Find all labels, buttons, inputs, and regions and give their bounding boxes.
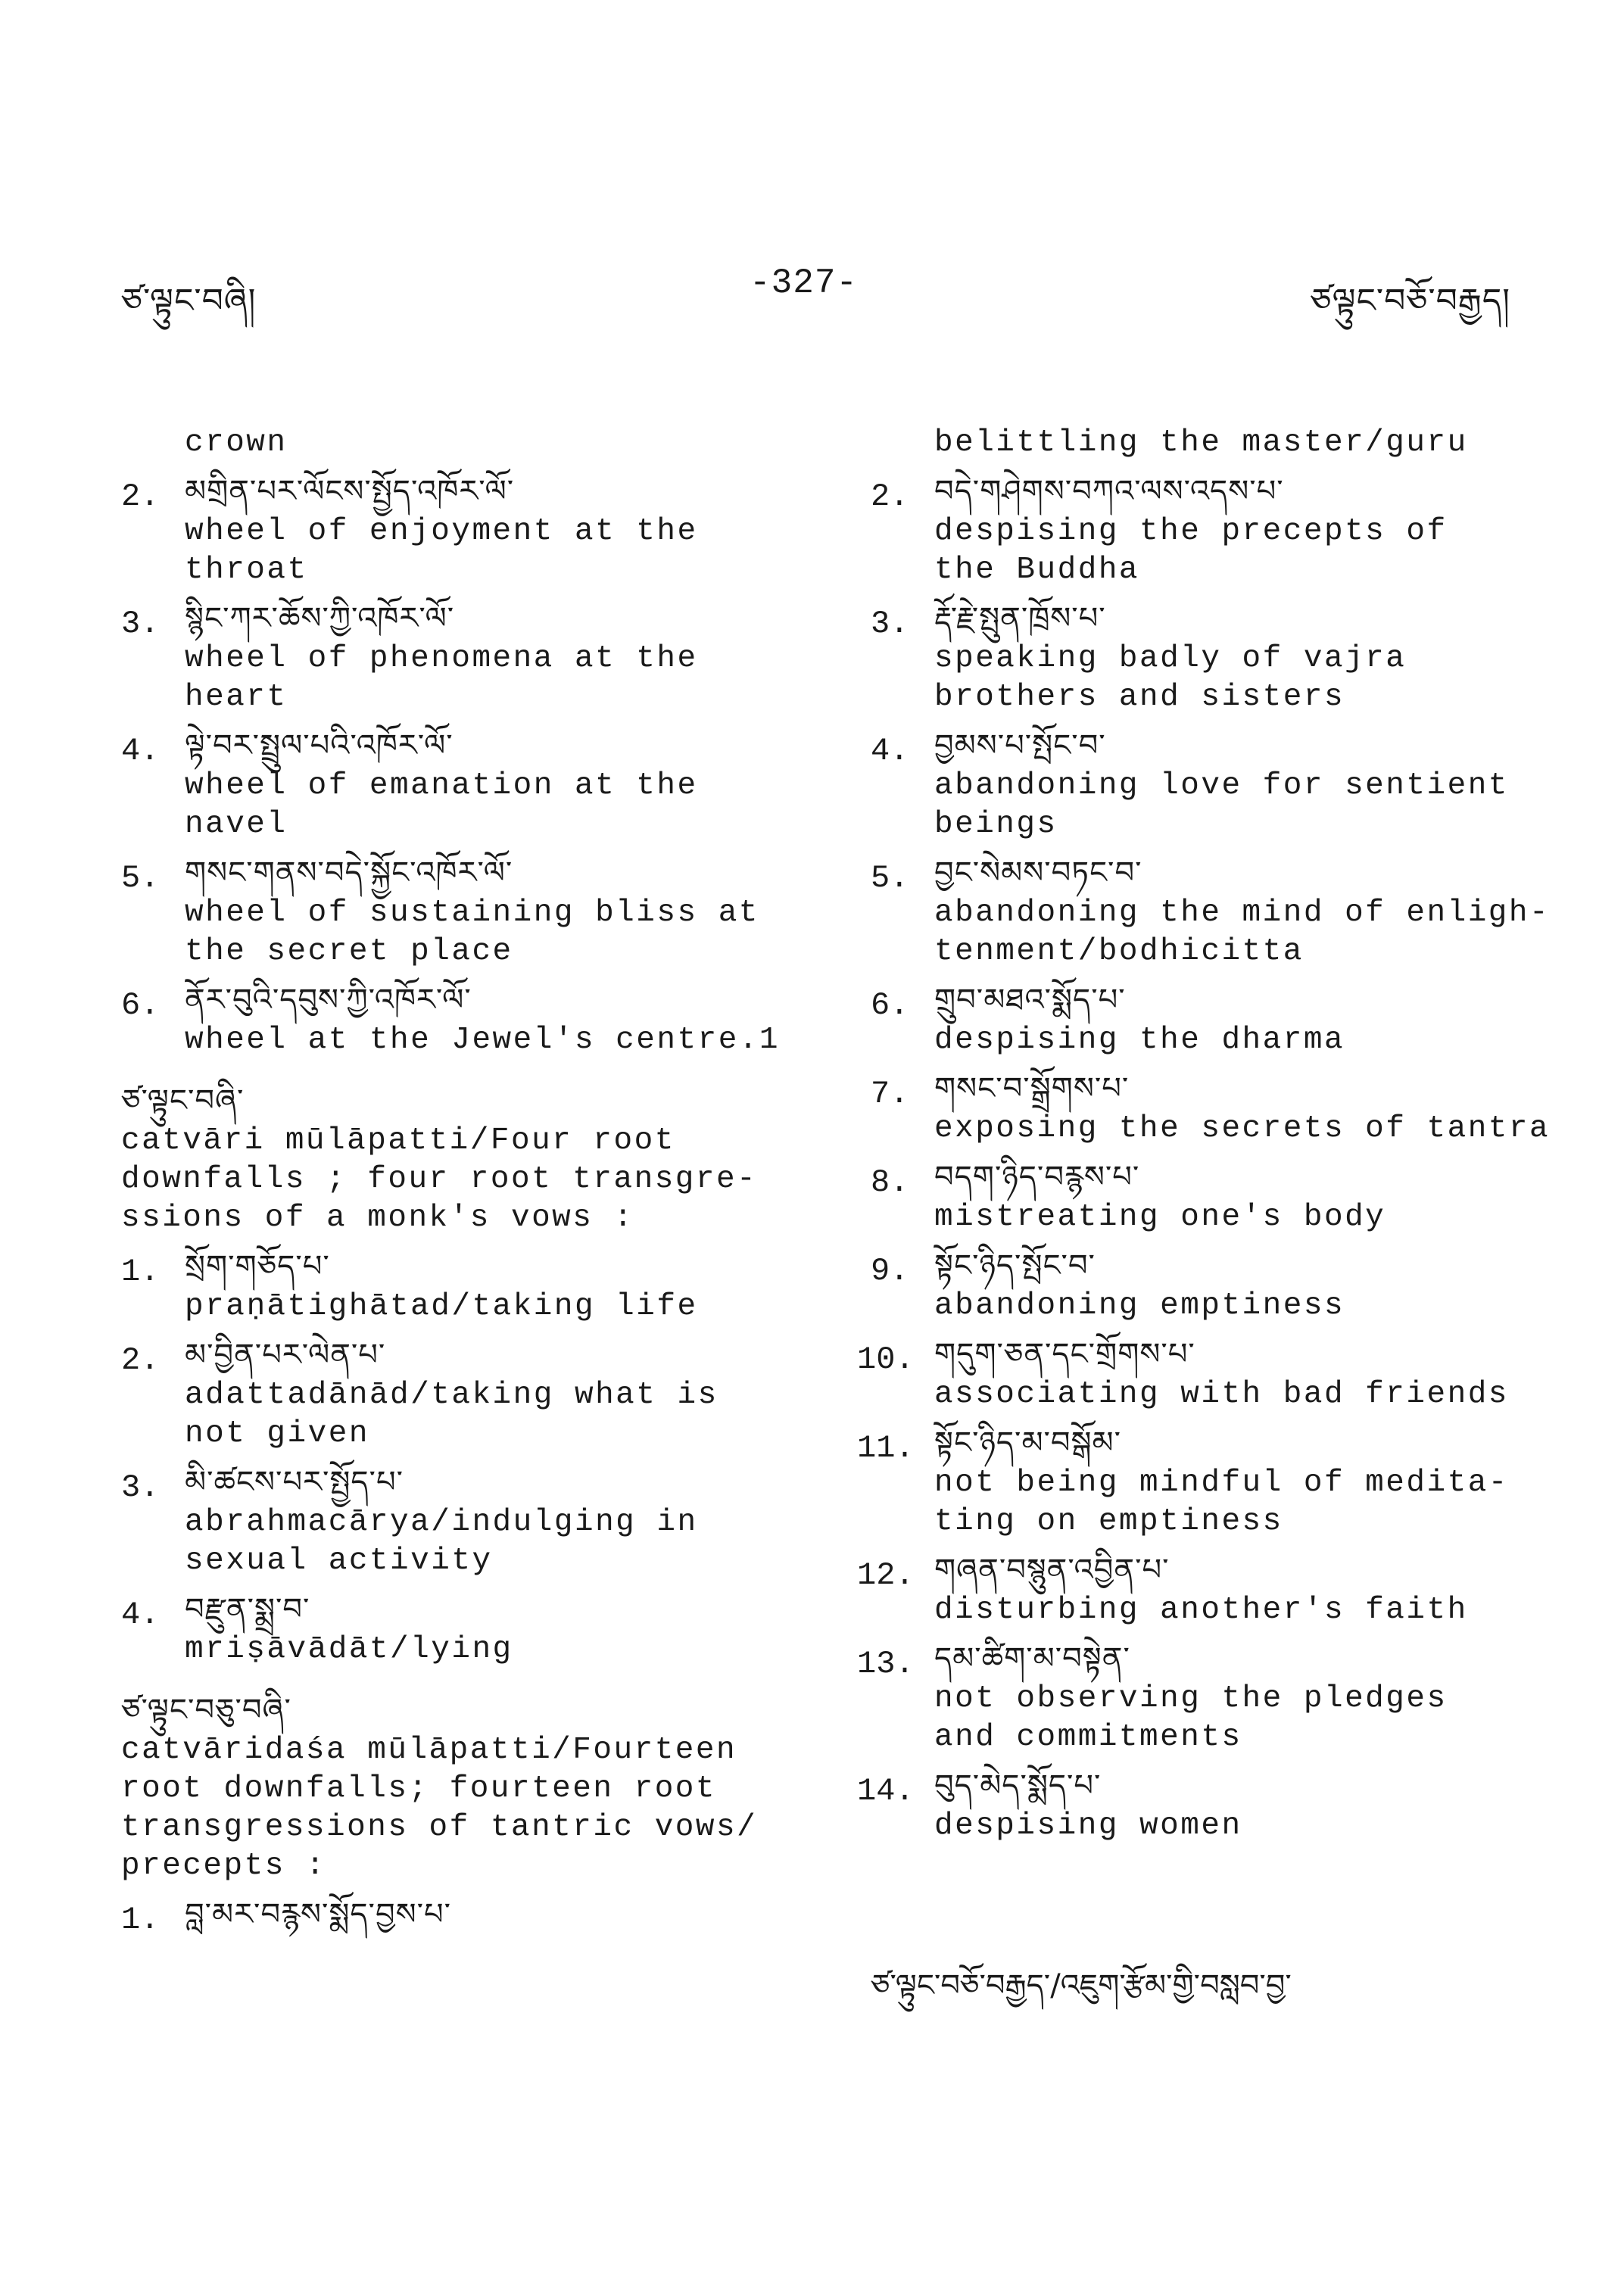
list-item	[121, 724, 772, 844]
item-number: 12.	[857, 1557, 915, 1594]
four-root-entry	[121, 1080, 772, 1238]
entry-headword: ཙ་ལྟུང་བཅུ་བཞི་	[121, 1693, 291, 1728]
running-header-right: ཙལྟུང་བཅོ་བརྒྱད།	[1310, 282, 1510, 320]
continuation-text: crown	[185, 425, 288, 460]
entry-definition-line: downfalls ; four root transgre-	[121, 1162, 758, 1197]
item-tibetan: ནོར་བུའི་དབུས་ཀྱི་འཁོར་ལོ་	[185, 983, 472, 1017]
entry-definition-line: root downfalls; fourteen root	[121, 1771, 717, 1806]
item-number: 4.	[871, 733, 909, 769]
entry-definition-line: precepts :	[121, 1849, 327, 1883]
item-tibetan: སྲོག་གཅོད་པ་	[185, 1249, 330, 1284]
item-tibetan: ལྟེ་བར་སྤྲུལ་པའི་འཁོར་ལོ་	[185, 728, 454, 763]
item-english-line: abrahmacārya/indulging in	[185, 1505, 698, 1540]
list-item	[871, 1067, 1552, 1148]
item-tibetan: སྟོང་ཉིད་མ་བསྒོམ་	[934, 1425, 1122, 1460]
list-item	[871, 724, 1552, 844]
list-item	[857, 1765, 1552, 1846]
fourteen-root-list	[857, 470, 1552, 1846]
item-english-line: not given	[185, 1416, 369, 1451]
item-english-line: throat	[185, 553, 308, 587]
right-column	[857, 424, 1552, 1846]
item-english-line: despising women	[934, 1809, 1242, 1843]
item-english-line: praṇātighātad/taking life	[185, 1289, 698, 1324]
item-english-line: tenment/bodhicitta	[934, 934, 1304, 969]
item-english-line: beings	[934, 807, 1058, 842]
page-number: -327-	[750, 263, 859, 303]
item-english-line: the Buddha	[934, 553, 1140, 587]
fourteen-root-entry	[121, 1689, 772, 1886]
item-english-line: and commitments	[934, 1720, 1242, 1755]
item-tibetan: རྡོ་རྗེ་སྤུན་ཁྲོས་པ་	[934, 601, 1106, 636]
list-item	[857, 1422, 1552, 1541]
item-number: 2.	[121, 478, 160, 515]
item-number: 7.	[871, 1076, 909, 1112]
item-tibetan: དམ་ཚིག་མ་བསྟེན་	[934, 1641, 1130, 1676]
item-tibetan: གདུག་ཅན་དང་གྲོགས་པ་	[934, 1337, 1195, 1372]
four-root-list	[121, 1245, 772, 1669]
item-number: 14.	[857, 1773, 915, 1809]
item-tibetan: སྙིང་ཀར་ཆོས་ཀྱི་འཁོར་ལོ་	[185, 601, 455, 636]
item-number: 11.	[857, 1430, 915, 1466]
item-number: 3.	[121, 1469, 160, 1506]
item-tibetan: བུད་མེད་སྨོད་པ་	[934, 1768, 1102, 1803]
item-tibetan: གྲུབ་མཐའ་སྨོད་པ་	[934, 983, 1126, 1017]
item-number: 13.	[857, 1646, 915, 1682]
item-number: 8.	[871, 1164, 909, 1201]
item-number: 2.	[871, 478, 909, 515]
item-tibetan: སྟོང་ཉིད་སྤོང་བ་	[934, 1248, 1096, 1283]
item-tibetan: བདེ་གཤེགས་བཀའ་ལས་འདས་པ་	[934, 474, 1284, 509]
next-entry-headword: ཙ་ལྟུང་བཅོ་བརྒྱད་/འཇུག་རྩོམ་གྱི་བསླབ་བྱ་	[871, 1968, 1292, 2003]
chakra-list	[121, 470, 781, 1060]
list-item	[121, 1461, 772, 1581]
item-english-line: disturbing another's faith	[934, 1593, 1468, 1628]
list-item	[857, 1637, 1552, 1757]
item-tibetan: བདག་ཉིད་བརྙས་པ་	[934, 1160, 1140, 1195]
item-english-line: wheel at the Jewel's centre.1	[185, 1023, 781, 1058]
item-english-line: abandoning love for sentient	[934, 768, 1509, 803]
list-item	[857, 1549, 1552, 1630]
item-number: 4.	[121, 733, 160, 769]
item-number: 10.	[857, 1341, 915, 1378]
item-number: 6.	[871, 987, 909, 1023]
item-english-line: navel	[185, 807, 288, 842]
item-tibetan: གསང་གནས་བདེ་སྐྱོང་འཁོར་ལོ་	[185, 855, 513, 890]
list-item	[871, 979, 1552, 1060]
entry-definition-line: catvāri mūlāpatti/Four root	[121, 1123, 675, 1158]
item-tibetan: གསང་བ་སྒྲོགས་པ་	[934, 1071, 1130, 1106]
list-item	[121, 1893, 772, 1936]
entry-headword: ཙ་ལྟུང་བཞི་	[121, 1083, 245, 1118]
left-column	[121, 424, 781, 1938]
item-number: 4.	[121, 1597, 160, 1633]
item-english-line: associating with bad friends	[934, 1377, 1509, 1412]
item-english-line: exposing the secrets of tantra	[934, 1111, 1551, 1146]
item-tibetan: མགྲིན་པར་ལོངས་སྤྱོད་འཁོར་ལོ་	[185, 474, 515, 509]
entry-definition-line: ssions of a monk's vows :	[121, 1201, 634, 1235]
item-number: 3.	[121, 606, 160, 642]
list-item	[871, 597, 1552, 717]
item-tibetan: མི་ཚངས་པར་སྤྱོད་པ་	[185, 1465, 404, 1500]
item-number: 9.	[871, 1253, 909, 1289]
list-item	[121, 1334, 772, 1453]
item-number: 5.	[871, 860, 909, 896]
item-english-line: adattadānād/taking what is	[185, 1378, 718, 1413]
item-number: 1.	[121, 1902, 160, 1938]
list-item	[121, 1588, 772, 1669]
item-english-line: sexual activity	[185, 1544, 493, 1578]
list-item	[121, 470, 772, 590]
item-english-line: abandoning emptiness	[934, 1288, 1345, 1323]
item-number: 5.	[121, 860, 160, 896]
entry-definition-line: transgressions of tantric vows/	[121, 1810, 758, 1845]
continuation-text: belittling the master/guru	[934, 425, 1468, 460]
item-english-line: not being mindful of medita-	[934, 1466, 1509, 1500]
running-header-left: ཙ་ལྟུང་བཞི།	[121, 282, 257, 320]
list-item	[871, 470, 1552, 590]
item-number: 1.	[121, 1254, 160, 1290]
item-tibetan: མ་བྱིན་པར་ལེན་པ་	[185, 1338, 386, 1372]
item-tibetan: བྱང་སེམས་བཏང་བ་	[934, 855, 1142, 890]
item-tibetan: བརྫུན་སྨྲ་བ་	[185, 1592, 310, 1627]
item-number: 2.	[121, 1342, 160, 1379]
entry-definition-line: catvāridaśa mūlāpatti/Fourteen	[121, 1733, 737, 1768]
item-english-line: not observing the pledges	[934, 1681, 1448, 1716]
item-english-line: mriṣāvādāt/lying	[185, 1632, 513, 1667]
item-english-line: speaking badly of vajra	[934, 641, 1407, 676]
item-english-line: ting on emptiness	[934, 1504, 1283, 1539]
item-english-line: despising the precepts of	[934, 514, 1448, 549]
item-english-line: wheel of phenomena at the	[185, 641, 698, 676]
item-english-line: the secret place	[185, 934, 513, 969]
item-english-line: wheel of emanation at the	[185, 768, 698, 803]
list-item	[857, 1333, 1552, 1414]
item-english-line: mistreating one's body	[934, 1200, 1386, 1235]
list-item	[871, 1245, 1552, 1326]
item-english-line: abandoning the mind of enligh-	[934, 896, 1551, 930]
list-item	[121, 1245, 772, 1326]
item-english-line: wheel of sustaining bliss at	[185, 896, 759, 930]
item-tibetan: གཞན་བསྙུན་འབྱིན་པ་	[934, 1553, 1170, 1587]
item-english-line: wheel of enjoyment at the	[185, 514, 698, 549]
item-english-line: heart	[185, 680, 288, 715]
list-item	[121, 852, 772, 971]
item-tibetan: བྱམས་པ་སྤོང་བ་	[934, 728, 1106, 763]
list-item	[121, 979, 781, 1060]
list-item	[871, 852, 1552, 971]
item-english-line: despising the dharma	[934, 1023, 1345, 1058]
item-english-line: brothers and sisters	[934, 680, 1345, 715]
item-number: 3.	[871, 606, 909, 642]
item-number: 6.	[121, 987, 160, 1023]
item-tibetan: བླ་མར་བརྙས་སྨོད་བྱས་པ་	[185, 1897, 452, 1932]
list-item	[121, 597, 772, 717]
list-item	[871, 1156, 1552, 1237]
